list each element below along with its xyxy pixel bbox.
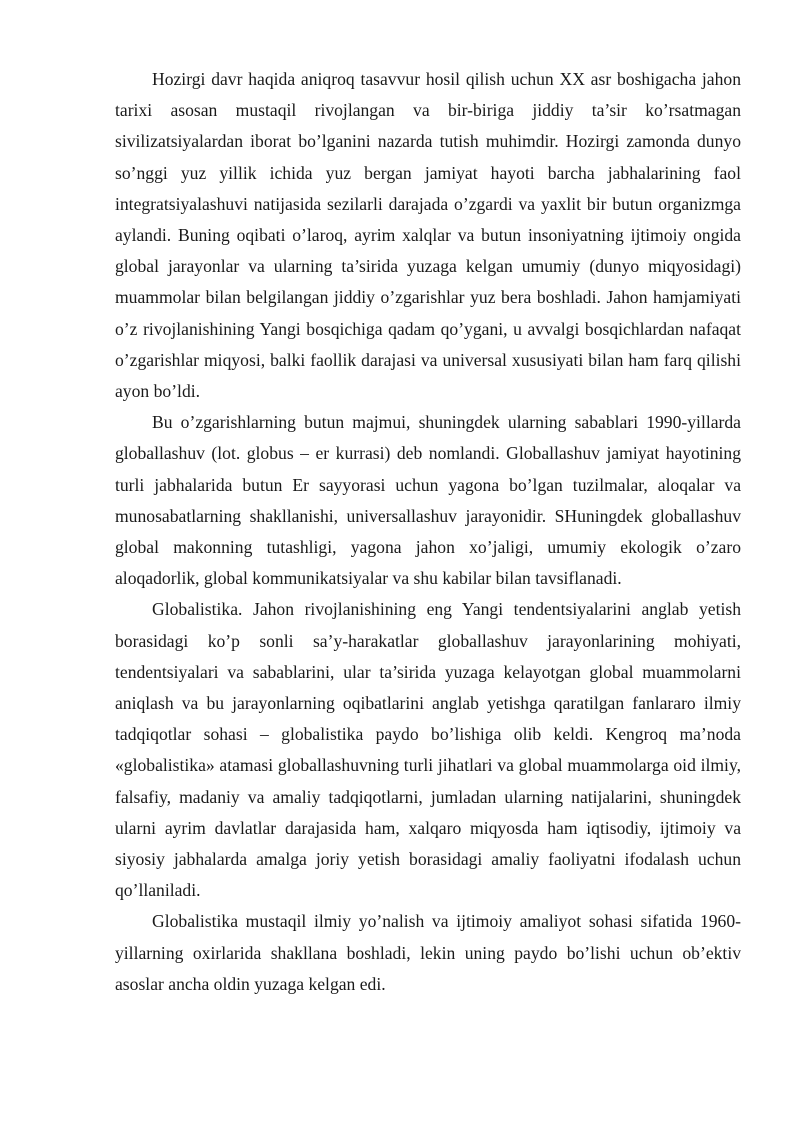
document-page: [115, 64, 741, 1000]
paragraph-2: Bu o’zgarishlarning butun majmui, shuningdek ularning sabablari 1990-yillarda globallashuv (lot. globus – er kurrasi) deb nomlandi. Globallashuv jamiyat hayotining turli jabhalarida butun Er sayyorasi uchun yagona bo’lgan tuzilmalar, aloqalar va munosabatlarning shakllanishi, universallashuv jarayonidir. SHuningdek globallashuv global makonning tutashligi, yagona jahon xo’jaligi, umumiy ekologik o’zaro aloqadorlik, global kommunikatsiyalar va shu kabilar bilan tavsiflanadi.: [115, 412, 741, 589]
paragraph-4: Globalistika mustaqil ilmiy yo’nalish va ijtimoiy amaliyot sohasi sifatida 1960-yillarning oxirlarida shakllana boshladi, lekin uning paydo bo’lishi uchun ob’ektiv asoslar ancha oldin yuzaga kelgan edi.: [115, 911, 741, 994]
paragraph-1: Hozirgi davr haqida aniqroq tasavvur hosil qilish uchun XX asr boshigacha jahon tarixi asosan mustaqil rivojlangan va bir-biriga jiddiy ta’sir ko’rsatmagan sivilizatsiyalardan iborat bo’lganini nazarda tutish muhimdir. Hozirgi zamonda dunyo so’nggi yuz yillik ichida yuz bergan jamiyat hayoti barcha jabhalarining faol integratsiyalashuvi natijasida sezilarli darajada o’zgardi va yaxlit bir butun organizmga aylandi. Buning oqibati o’laroq, ayrim xalqlar va butun insoniyatning ijtimoiy ongida global jarayonlar va ularning ta’sirida yuzaga kelgan umumiy (dunyo miqyosidagi) muammolar bilan belgilangan jiddiy o’zgarishlar yuz bera boshladi. Jahon hamjamiyati o’z rivojlanishining Yangi bosqichiga qadam qo’ygani, u avvalgi bosqichlardan nafaqat o’zgarishlar miqyosi, balki faollik darajasi va universal xususiyati bilan ham farq qilishi ayon bo’ldi.: [115, 69, 741, 402]
paragraph-3: Globalistika. Jahon rivojlanishining eng Yangi tendentsiyalarini anglab yetish borasidagi ko’p sonli sa’y-harakatlar globallashuv jarayonlarining mohiyati, tendentsiyalari va sabablarini, ular ta’sirida yuzaga kelayotgan global muammolarni aniqlash va bu jarayonlarning oqibatlarini anglab yetishga qaratilgan fanlararo ilmiy tadqiqotlar sohasi – globalistika paydo bo’lishiga olib keldi. Kengroq ma’noda «globalistika» atamasi globallashuvning turli jihatlari va global muammolarga oid ilmiy, falsafiy, madaniy va amaliy tadqiqotlarni, jumladan ularning natijalarini, shuningdek ularni ayrim davlatlar darajasida ham, xalqaro miqyosda ham iqtisodiy, ijtimoiy va siyosiy jabhalarda amalga joriy yetish borasidagi amaliy faoliyatni ifodalash uchun qo’llaniladi.: [115, 599, 741, 901]
